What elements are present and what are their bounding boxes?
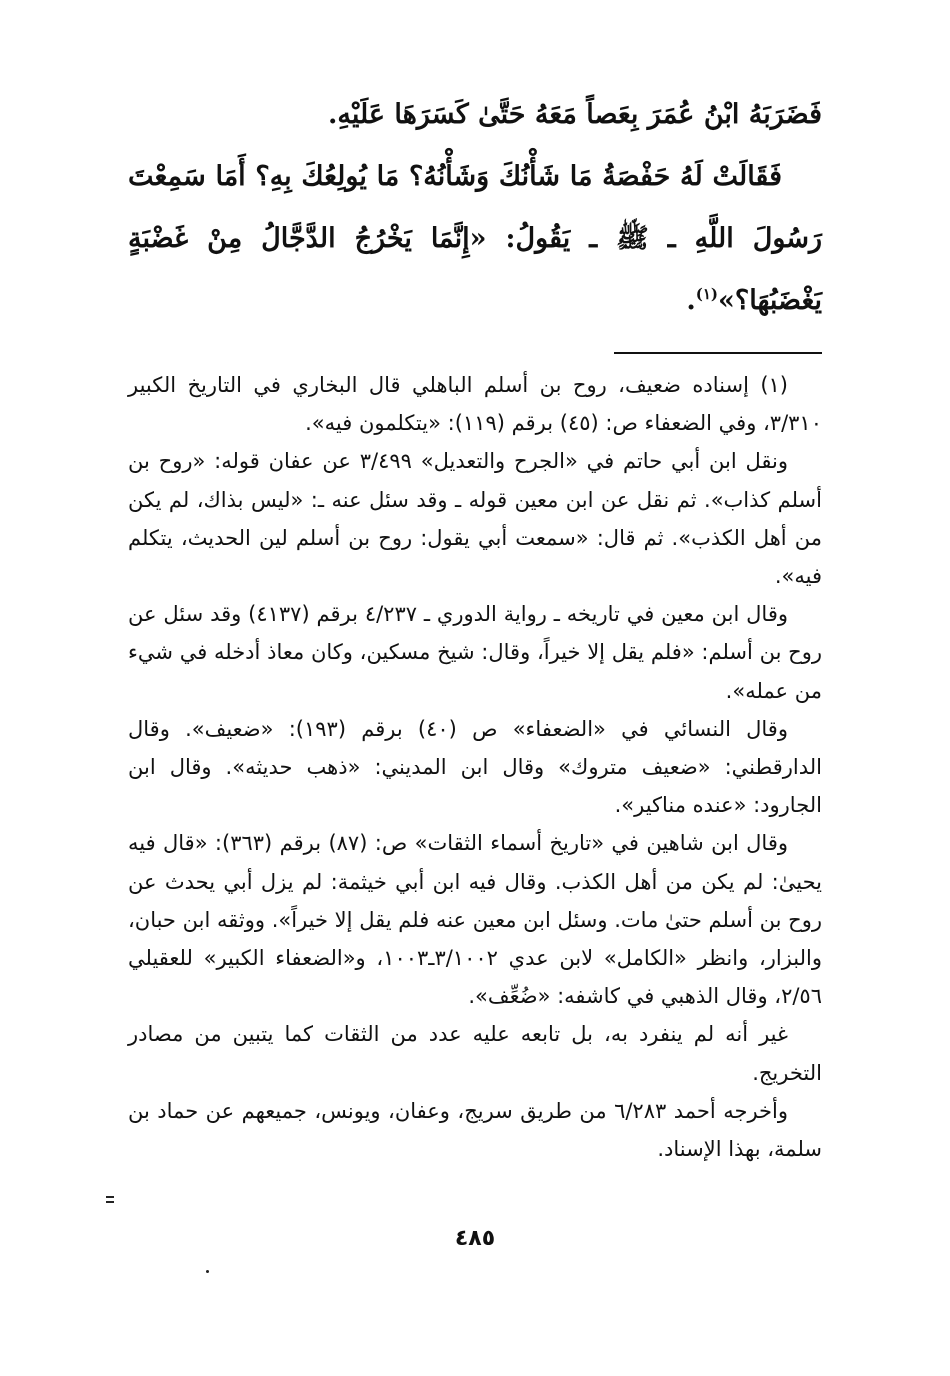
footnote-paragraph: ونقل ابن أبي حاتم في «الجرح والتعديل» ٣/٤٩٩ عن عفان قوله: «روح بن أسلم كذاب». ثم نقل عن ابن معين قوله ـ وقد سئل عنه ـ: «ليس بذاك، لم يكن من أهل الكذب». ثم قال: «سمعت أبي يقول: روح بن أسلم لين الحديث، يتكلم فيه». bbox=[128, 449, 822, 589]
footnote-paragraph: وقال ابن شاهين في «تاريخ أسماء الثقات» ص: (٨٧) برقم (٣٦٣): «قال فيه يحيىٰ: لم يكن من أهل الكذب. وقال فيه ابن أبي خيثمة: لم يزل أبي يحدث عن روح بن أسلم حتىٰ مات. وسئل ابن معين عنه فلم يقل إلا خيراً». ووثقه ابن حبان، والبزار، وانظر «الكامل» لابن عدي ٣/١٠٠٢ـ١٠٠٣، و«الضعفاء الكبير» للعقيلي ٢/٥٦، وقال الذهبي في كاشفه: «ضُعِّف». bbox=[128, 831, 822, 1009]
footnote-reference: (١) bbox=[695, 285, 719, 303]
footnote-separator bbox=[614, 352, 822, 354]
scan-speck bbox=[106, 1201, 114, 1203]
scan-speck bbox=[106, 1196, 114, 1198]
footnote-paragraph: وقال ابن معين في تاريخه ـ رواية الدوري ـ ٤/٢٣٧ برقم (٤١٣٧) وقد سئل عن روح بن أسلم: «فلم يقل إلا خيراً، وقال: شيخ مسكين، وكان معاذ أدخله في شيء من عمله». bbox=[128, 602, 822, 703]
footnote-paragraph: غير أنه لم ينفرد به، بل تابعه عليه عدد من الثقات كما يتبين من مصادر التخريج. bbox=[128, 1022, 822, 1085]
page-number: ٤٨٥ bbox=[454, 1226, 496, 1251]
main-text bbox=[128, 84, 822, 332]
footnote-paragraph: (١) إسناده ضعيف، روح بن أسلم الباهلي قال البخاري في التاريخ الكبير ٣/٣١٠، وفي الضعفاء ص: (٤٥) برقم (١١٩): «يتكلمون فيه». bbox=[128, 373, 822, 436]
scan-speck bbox=[206, 1270, 209, 1273]
footnote-paragraph: وقال النسائي في «الضعفاء» ص (٤٠) برقم (١٩٣): «ضعيف». وقال الدارقطني: «ضعيف متروك» وقال ابن المديني: «ذهب حديثه». وقال ابن الجارود: «عنده مناكير». bbox=[128, 716, 822, 818]
end-dot: . bbox=[686, 285, 696, 316]
footnotes bbox=[128, 366, 822, 1168]
main-paragraph-2 bbox=[128, 146, 822, 332]
main-paragraph-2-text: فَقَالَتْ لَهُ حَفْصَةُ مَا شَأْنُكَ وَشَأْنُهُ؟ مَا يُولِعُكَ بِهِ؟ أَمَا سَمِعْتَ رَسُولَ اللَّهِ ـ ﷺ ـ يَقُولُ: «إِنَّمَا يَخْرُجُ الدَّجَّالُ مِنْ غَضْبَةٍ يَغْضَبُهَا؟» bbox=[128, 161, 822, 316]
main-text-block bbox=[128, 70, 822, 332]
footnote-paragraph: وأخرجه أحمد ٦/٢٨٣ من طريق سريج، وعفان، ويونس، جميعهم عن حماد بن سلمة، بهذا الإسناد. bbox=[128, 1098, 822, 1162]
main-line-1: فَضَرَبَهُ ابْنُ عُمَرَ بِعَصاً مَعَهُ حَتَّىٰ كَسَرَهَا عَلَيْهِ. bbox=[327, 99, 822, 130]
